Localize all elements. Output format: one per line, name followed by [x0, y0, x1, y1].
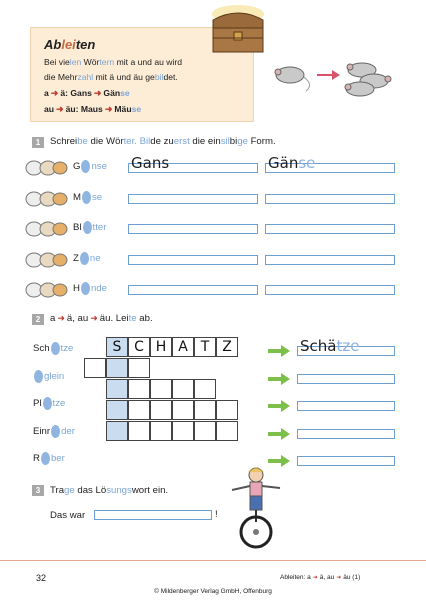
plural-answer-text: Schätze [300, 337, 360, 355]
footer-topic: Ableiten: a ➜ ä, au ➜ äu (1) [280, 574, 361, 581]
missing-vowel-gap[interactable] [81, 282, 90, 295]
green-arrow-icon [268, 427, 290, 445]
crossword-cell[interactable] [84, 358, 106, 378]
missing-vowel-gap[interactable] [41, 452, 50, 465]
missing-vowel-gap[interactable] [83, 221, 92, 234]
crossword-cell[interactable] [150, 421, 172, 441]
leaves-icon [22, 217, 70, 244]
plural-answer-text: Gänse [268, 154, 316, 172]
plural-answer-field[interactable] [297, 401, 395, 411]
page-number: 32 [36, 573, 47, 583]
task-number-2: 2 [32, 314, 44, 325]
task-2-word: Pl tze [33, 398, 66, 410]
crossword-letter: S [112, 339, 122, 355]
plural-answer-field[interactable] [297, 429, 395, 439]
plural-answer-field[interactable] [265, 224, 395, 234]
crossword-cell[interactable] [194, 421, 216, 441]
plural-answer-field[interactable] [297, 456, 395, 466]
singular-answer-field[interactable] [128, 255, 258, 265]
footer-divider [0, 560, 426, 561]
singular-answer-field[interactable] [128, 285, 258, 295]
crossword-letter: H [155, 339, 167, 355]
section-title: Ableiten [44, 37, 96, 52]
solution-sentence-start: Das war [50, 510, 86, 521]
task-2-instruction: a ➜ ä, au ➜ äu. Leite ab. [50, 313, 153, 324]
crossword-cell[interactable] [216, 421, 238, 441]
arrow-right-icon: ➜ [56, 104, 64, 114]
plural-answer-field[interactable] [265, 285, 395, 295]
crossword-letter: A [178, 339, 188, 355]
crossword-cell[interactable] [150, 379, 172, 399]
crossword-cell[interactable] [150, 400, 172, 420]
crossword-cell[interactable] [172, 379, 194, 399]
green-arrow-icon [268, 399, 290, 417]
crossword-cell[interactable] [128, 400, 150, 420]
crossword-cell[interactable] [128, 358, 150, 378]
crossword-cell[interactable] [172, 400, 194, 420]
task-1-word: Z ne [73, 253, 101, 265]
singular-answer-field[interactable] [128, 194, 258, 204]
task-number-1: 1 [32, 137, 44, 148]
task-number-3: 3 [32, 485, 44, 496]
missing-vowel-gap[interactable] [51, 425, 60, 438]
rule-line-2: die Mehrzahl mit ä und äu gebildet. [44, 72, 178, 82]
geese-icon [22, 156, 70, 183]
missing-vowel-gap[interactable] [51, 342, 60, 355]
crossword-cell[interactable] [106, 379, 128, 399]
arrow-right-icon: ➜ [90, 313, 98, 323]
crossword-letter: T [200, 339, 210, 355]
fence-icon [22, 248, 70, 275]
missing-vowel-gap[interactable] [80, 252, 89, 265]
solution-sentence-end: ! [215, 509, 218, 520]
missing-vowel-gap[interactable] [43, 397, 52, 410]
task-1-word: G nse [73, 161, 107, 173]
hands-icon [22, 278, 70, 305]
arrow-right-icon: ➜ [104, 104, 113, 114]
crossword-letter: C [134, 339, 144, 355]
missing-vowel-gap[interactable] [81, 160, 90, 173]
treasure-chest-icon [207, 2, 269, 57]
rule-example-gans: a ➜ ä: Gans ➜ Gänse [44, 88, 130, 98]
crossword-cell[interactable] [194, 379, 216, 399]
singular-answer-field[interactable] [128, 224, 258, 234]
plural-answer-field[interactable] [297, 374, 395, 384]
plural-answer-field[interactable] [265, 255, 395, 265]
solution-word-field[interactable] [94, 510, 212, 520]
task-2-word: R ber [33, 453, 65, 465]
missing-vowel-gap[interactable] [34, 370, 43, 383]
missing-vowel-gap[interactable] [82, 191, 91, 204]
arrow-right-icon: ➜ [57, 313, 65, 323]
rule-example-maus: au ➜ äu: Maus ➜ Mäuse [44, 104, 142, 114]
crossword-cell[interactable] [106, 421, 128, 441]
arrow-right-icon: ➜ [50, 88, 59, 98]
crossword-cell[interactable] [172, 421, 194, 441]
task-3-instruction: Trage das Lösungswort ein. [50, 485, 169, 496]
rule-line-1: Bei vielen Wörtern mit a und au wird [44, 57, 183, 67]
task-2-word: glein [33, 370, 64, 383]
crossword-cell[interactable] [106, 400, 128, 420]
unicycle-child-illustration [226, 466, 286, 550]
task-1-word: M se [73, 192, 103, 204]
arrow-right-icon: ➜ [312, 575, 318, 581]
crossword-cell[interactable] [216, 400, 238, 420]
crossword-cell[interactable] [128, 421, 150, 441]
arrow-right-icon: ➜ [93, 88, 102, 98]
task-1-word: Bl tter [73, 222, 107, 234]
mice-illustration [262, 55, 412, 103]
singular-answer-text: Gans [131, 154, 170, 172]
green-arrow-icon [268, 372, 290, 390]
green-arrow-icon [268, 344, 290, 362]
crossword-cell[interactable] [106, 358, 128, 378]
crossword-cell[interactable] [194, 400, 216, 420]
arrow-right-icon: ➜ [336, 575, 342, 581]
plural-answer-field[interactable] [265, 194, 395, 204]
crossword-letter: Z [222, 339, 232, 355]
task-1-instruction: Schreibe die Wörter. Bilde zuerst die einsilbige Form. [50, 136, 276, 147]
task-2-word: Sch tze [33, 343, 74, 355]
task-2-word: Einr der [33, 426, 75, 438]
copyright-notice: © Mildenberger Verlag GmbH, Offenburg [154, 588, 272, 595]
crossword-cell[interactable] [128, 379, 150, 399]
task-1-word: H nde [73, 283, 107, 295]
mice-icon [22, 187, 70, 214]
